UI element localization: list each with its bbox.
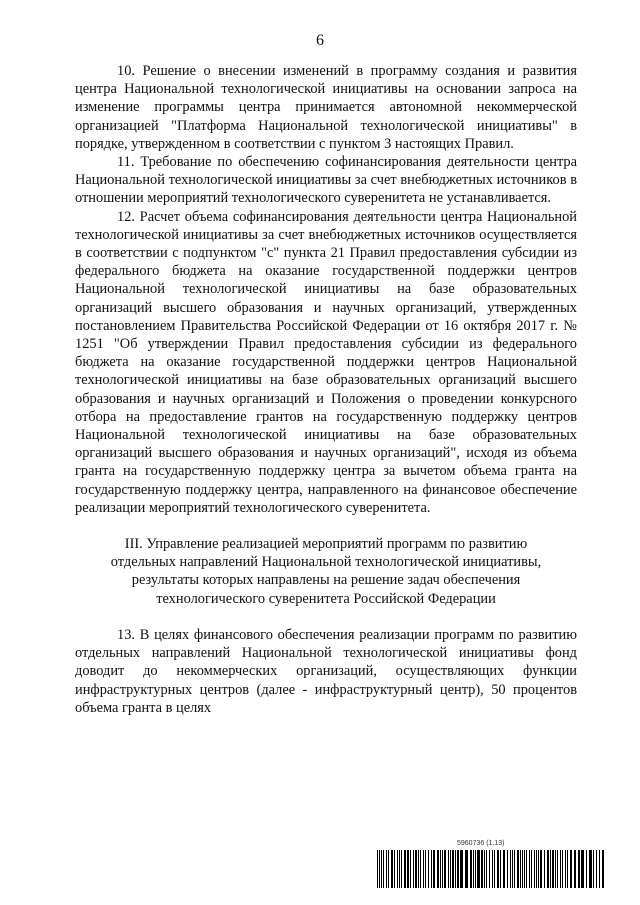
document-barcode — [377, 840, 607, 890]
paragraph-13: 13. В целях финансового обеспечения реализации программ по развитию отдельных направлений Национальной технологической инициативы фонд доводит до некоммерческих организаций, осуществляющих функции инфраструктурных центров (далее - инфраструктурный центр), 50 процентов объема гранта в целях — [75, 626, 577, 716]
section-heading — [75, 535, 577, 608]
section-heading-line: отдельных направлений Национальной технологической инициативы, — [110, 554, 542, 571]
paragraph-12: 12. Расчет объема софинансирования деятельности центра Национальной технологической инициативы за счет внебюджетных источников осуществляется в соответствии с подпунктом "с" пункта 21 Правил предоставления субсидии из федерального бюджета на оказание государственной поддержки центров Национальной технологической инициативы на базе образовательных организаций высшего образования и научных организаций, утвержденных постановлением Правительства Российской Федерации от 16 октября 2017 г. № 1251 "Об утверждении Правил предоставления субсидии из федерального бюджета на оказание государственной поддержки центров Национальной технологической инициативы на базе образовательных организаций высшего образования и научных организаций и Положения о проведении конкурсного отбора на предоставление грантов на государственную поддержку центров Национальной технологической инициативы на базе образовательных организаций высшего образования и научных организаций", исходя из объема гранта на государственную поддержку центра за вычетом объема гранта на государственную поддержку центра, направленного на финансовое обеспечение реализации мероприятий технологического суверенитета. — [75, 208, 577, 516]
barcode-icon — [377, 850, 607, 888]
document-body — [75, 62, 577, 717]
page-number: 6 — [316, 32, 324, 49]
barcode-number: 5960736 (1.13) — [457, 840, 505, 847]
section-heading-line: результаты которых направлены на решение задач обеспечения — [131, 572, 521, 589]
section-heading-line: технологического суверенитета Российской Федерации — [156, 590, 496, 607]
paragraph-10: 10. Решение о внесении изменений в программу создания и развития центра Национальной технологической инициативы на основании запроса на изменение программы центра принимается автономной некоммерческой организацией "Платформа Национальной технологической инициативы" в порядке, утвержденном в соответствии с пунктом 3 настоящих Правил. — [75, 63, 577, 152]
paragraph-11: 11. Требование по обеспечению софинансирования деятельности центра Национальной технологической инициативы за счет внебюджетных источников в отношении мероприятий технологического суверенитета не устанавливается. — [75, 154, 577, 207]
section-heading-line: III. Управление реализацией мероприятий программ по развитию — [124, 536, 528, 553]
